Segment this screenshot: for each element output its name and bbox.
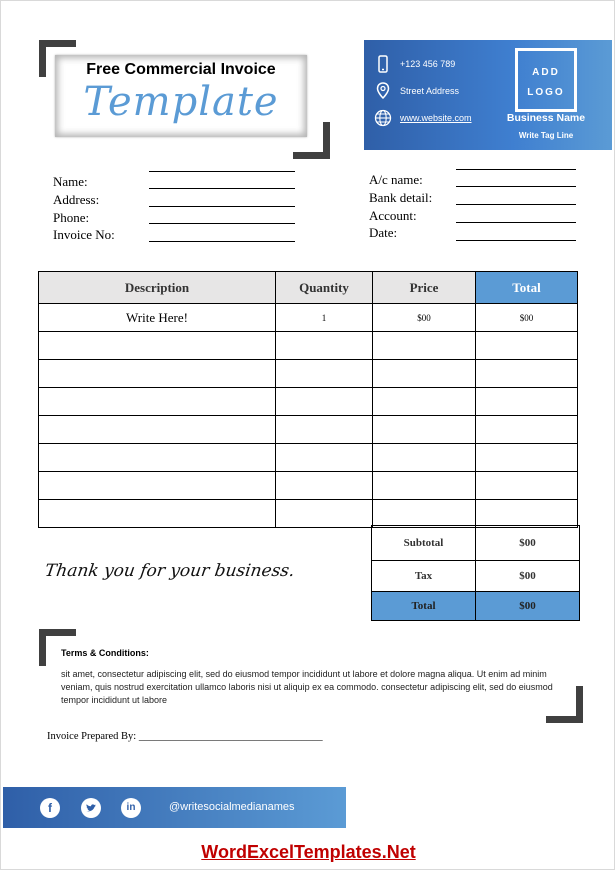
invoice-no-field[interactable] bbox=[149, 241, 295, 242]
business-tagline: Write Tag Line bbox=[518, 131, 574, 140]
cell-description[interactable] bbox=[39, 416, 276, 444]
account-name-label: A/c name: bbox=[369, 172, 423, 187]
facebook-icon[interactable]: f bbox=[40, 798, 60, 818]
cell-description[interactable] bbox=[39, 500, 276, 528]
tax-label: Tax bbox=[372, 561, 476, 592]
cell-quantity[interactable] bbox=[276, 332, 373, 360]
logo-placeholder bbox=[515, 48, 577, 112]
phone-label: Phone: bbox=[53, 210, 90, 225]
address-label: Address: bbox=[53, 192, 100, 207]
cell-quantity[interactable] bbox=[276, 360, 373, 388]
total-row bbox=[372, 592, 580, 621]
bank-detail-label: Bank detail: bbox=[369, 190, 433, 205]
cell-price[interactable] bbox=[373, 360, 476, 388]
thank-you-message: Thank you for your business. bbox=[43, 561, 296, 581]
account-name-line[interactable] bbox=[456, 169, 576, 170]
cell-total[interactable] bbox=[476, 416, 578, 444]
cell-price[interactable]: $00 bbox=[373, 304, 476, 332]
cell-quantity[interactable] bbox=[276, 388, 373, 416]
terms-body[interactable]: sit amet, consectetur adipiscing elit, sed do eiusmod tempor incididunt ut labore et dolore magna aliqua. Ut enim ad minim veniam, quis nostrud exercitation ullamco laboris nisi ut aliquip ex ea commodo. consectetur adipiscing elit, sed do eiusmod tempor incididunt ut labore bbox=[61, 669, 553, 705]
account-label: Account: bbox=[369, 208, 417, 223]
phone-field[interactable] bbox=[149, 223, 295, 224]
globe-icon bbox=[374, 109, 392, 127]
table-header-row bbox=[39, 272, 578, 304]
cell-quantity[interactable] bbox=[276, 416, 373, 444]
business-name: Business Name bbox=[506, 112, 586, 124]
table-row bbox=[39, 500, 578, 528]
business-panel bbox=[364, 40, 612, 150]
cell-description[interactable] bbox=[39, 472, 276, 500]
cell-description[interactable] bbox=[39, 444, 276, 472]
total-label: Total bbox=[372, 592, 476, 621]
items-table bbox=[38, 271, 578, 528]
cell-price[interactable] bbox=[373, 416, 476, 444]
business-website[interactable]: www.website.com bbox=[400, 113, 472, 123]
table-row bbox=[39, 332, 578, 360]
cell-description[interactable] bbox=[39, 332, 276, 360]
footer-site-link[interactable]: WordExcelTemplates.Net bbox=[201, 842, 416, 862]
linkedin-icon[interactable]: in bbox=[121, 798, 141, 818]
cell-quantity[interactable] bbox=[276, 472, 373, 500]
cell-price[interactable] bbox=[373, 500, 476, 528]
cell-total[interactable] bbox=[476, 360, 578, 388]
header-total: Total bbox=[476, 272, 578, 304]
total-value[interactable]: $00 bbox=[476, 592, 580, 621]
table-row bbox=[39, 416, 578, 444]
cell-price[interactable] bbox=[373, 472, 476, 500]
subtotal-row bbox=[372, 526, 580, 561]
date-field[interactable] bbox=[456, 240, 576, 241]
cell-total[interactable]: $00 bbox=[476, 304, 578, 332]
name-field[interactable] bbox=[149, 188, 295, 189]
name-label: Name: bbox=[53, 174, 88, 189]
cell-quantity[interactable] bbox=[276, 444, 373, 472]
cell-description[interactable] bbox=[39, 360, 276, 388]
social-handle: @writesocialmedianames bbox=[169, 801, 295, 813]
cell-total[interactable] bbox=[476, 388, 578, 416]
summary-table bbox=[371, 525, 580, 621]
cell-price[interactable] bbox=[373, 388, 476, 416]
business-phone-row bbox=[374, 54, 455, 74]
account-field[interactable] bbox=[456, 222, 576, 223]
cell-price[interactable] bbox=[373, 444, 476, 472]
table-row bbox=[39, 388, 578, 416]
terms-title: Terms & Conditions: bbox=[61, 648, 149, 658]
invoice-no-label: Invoice No: bbox=[53, 227, 115, 242]
location-pin-icon bbox=[374, 82, 392, 100]
business-address: Street Address bbox=[400, 86, 460, 96]
business-website-row bbox=[374, 108, 472, 128]
business-address-row bbox=[374, 81, 459, 101]
header-price: Price bbox=[373, 272, 476, 304]
twitter-icon[interactable] bbox=[81, 798, 101, 818]
cell-price[interactable] bbox=[373, 332, 476, 360]
cell-total[interactable] bbox=[476, 332, 578, 360]
header-quantity: Quantity bbox=[276, 272, 373, 304]
header-description: Description bbox=[39, 272, 276, 304]
date-label: Date: bbox=[369, 225, 398, 240]
cell-description[interactable] bbox=[39, 388, 276, 416]
cell-quantity[interactable] bbox=[276, 500, 373, 528]
logo-line-1: ADD bbox=[532, 67, 560, 78]
subtotal-value[interactable]: $00 bbox=[476, 526, 580, 561]
title-line-2: Template bbox=[83, 79, 279, 125]
table-row bbox=[39, 444, 578, 472]
prepared-by[interactable]: Invoice Prepared By: ___________________________________ bbox=[47, 731, 323, 742]
cell-quantity[interactable]: 1 bbox=[276, 304, 373, 332]
tax-row bbox=[372, 561, 580, 592]
phone-icon bbox=[374, 55, 392, 73]
address-field[interactable] bbox=[149, 206, 295, 207]
table-row bbox=[39, 304, 578, 332]
logo-line-2: LOGO bbox=[527, 87, 565, 98]
bank-detail-field[interactable] bbox=[456, 204, 576, 205]
account-name-field[interactable] bbox=[456, 186, 576, 187]
social-bar bbox=[3, 787, 346, 828]
cell-total[interactable] bbox=[476, 500, 578, 528]
cell-description[interactable]: Write Here! bbox=[39, 304, 276, 332]
subtotal-label: Subtotal bbox=[372, 526, 476, 561]
title-box bbox=[55, 55, 307, 137]
name-line[interactable] bbox=[149, 171, 295, 172]
table-row bbox=[39, 472, 578, 500]
business-phone: +123 456 789 bbox=[400, 59, 456, 69]
cell-total[interactable] bbox=[476, 472, 578, 500]
title-line-1: Free Commercial Invoice bbox=[86, 61, 276, 78]
cell-total[interactable] bbox=[476, 444, 578, 472]
table-row bbox=[39, 360, 578, 388]
tax-value[interactable]: $00 bbox=[476, 561, 580, 592]
